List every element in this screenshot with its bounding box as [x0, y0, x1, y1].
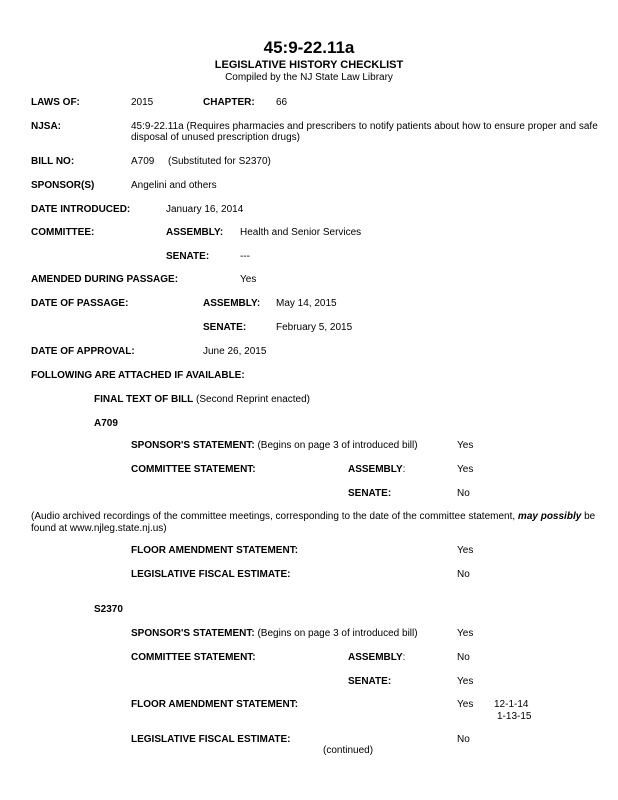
date-introduced-value: January 16, 2014	[166, 204, 244, 215]
sponsors-label: SPONSOR(S)	[31, 180, 95, 191]
s2370-fiscal-estimate-label: LEGISLATIVE FISCAL ESTIMATE:	[131, 734, 291, 745]
bill-no-value: A709	[131, 156, 155, 167]
audio-note-part-1: (Audio archived recordings of the committee meetings, corresponding to the date of the committee statement,	[31, 511, 516, 522]
s2370-committee-senate-label: SENATE:	[348, 676, 392, 687]
date-of-approval-value: June 26, 2015	[203, 346, 267, 357]
continued-note: (continued)	[323, 745, 374, 756]
bill-no-label: BILL NO:	[31, 156, 75, 167]
final-text-label: FINAL TEXT OF BILL	[94, 394, 194, 405]
passage-senate-label: SENATE:	[203, 322, 247, 333]
compiled-by: Compiled by the NJ State Law Library	[225, 72, 393, 83]
a709-committee-assembly-value: Yes	[457, 464, 474, 475]
final-text-row	[94, 394, 310, 406]
s2370-floor-amendment-date-1: 12-1-14	[494, 699, 529, 710]
a709-sponsor-statement-note: (Begins on page 3 of introduced bill)	[257, 440, 418, 451]
date-introduced-label: DATE INTRODUCED:	[31, 204, 131, 215]
s2370-committee-assembly-value: No	[457, 652, 470, 663]
committee-assembly-value: Health and Senior Services	[240, 227, 362, 238]
laws-of-label: LAWS OF:	[31, 97, 80, 108]
njsa-label: NJSA:	[31, 121, 62, 132]
a709-committee-assembly-colon: :	[402, 464, 406, 475]
final-text-note: (Second Reprint enacted)	[196, 394, 311, 405]
a709-floor-amendment-label: FLOOR AMENDMENT STATEMENT:	[131, 545, 299, 556]
attached-heading: FOLLOWING ARE ATTACHED IF AVAILABLE:	[31, 370, 245, 381]
a709-sponsor-statement-label: SPONSOR'S STATEMENT:	[131, 440, 255, 451]
passage-assembly-value: May 14, 2015	[276, 298, 337, 309]
a709-committee-senate-label: SENATE:	[348, 488, 392, 499]
a709-sponsor-statement-value: Yes	[457, 440, 474, 451]
s2370-committee-senate-value: Yes	[457, 676, 474, 687]
s2370-heading: S2370	[94, 604, 123, 615]
s2370-committee-assembly-label: ASSEMBLY	[348, 652, 403, 663]
a709-committee-senate-value: No	[457, 488, 470, 499]
amended-value: Yes	[240, 274, 257, 285]
date-of-passage-label: DATE OF PASSAGE:	[31, 298, 129, 309]
a709-sponsor-statement-row	[131, 440, 418, 452]
chapter-value: 66	[276, 97, 288, 108]
a709-committee-assembly-label: ASSEMBLY	[348, 464, 403, 475]
njsa-line-2: disposal of unused prescription drugs)	[131, 132, 300, 143]
s2370-committee-assembly-colon: :	[402, 652, 406, 663]
amended-label: AMENDED DURING PASSAGE:	[31, 274, 179, 285]
s2370-floor-amendment-value: Yes	[457, 699, 474, 710]
passage-assembly-label: ASSEMBLY:	[203, 298, 261, 309]
bill-no-note: (Substituted for S2370)	[168, 156, 271, 167]
audio-note-emphasis: may possibly	[517, 511, 582, 522]
s2370-floor-amendment-label: FLOOR AMENDMENT STATEMENT:	[131, 699, 299, 710]
s2370-fiscal-estimate-value: No	[457, 734, 470, 745]
a709-fiscal-estimate-label: LEGISLATIVE FISCAL ESTIMATE:	[131, 569, 291, 580]
statute-title: 45:9-22.11a	[263, 38, 355, 57]
audio-note-part-2: be found at www.njleg.state.nj.us)	[31, 511, 596, 534]
chapter-label: CHAPTER:	[203, 97, 255, 108]
s2370-sponsor-statement-label: SPONSOR'S STATEMENT:	[131, 628, 255, 639]
laws-of-value: 2015	[131, 97, 154, 108]
njsa-line-1: 45:9-22.11a (Requires pharmacies and prescribers to notify patients about how to ensure proper and safe	[131, 121, 598, 132]
s2370-floor-amendment-date-2: 1-13-15	[497, 711, 532, 722]
a709-heading: A709	[94, 418, 118, 429]
audio-archive-note	[31, 511, 606, 535]
committee-senate-label: SENATE:	[166, 251, 210, 262]
committee-senate-value: ---	[240, 251, 250, 262]
s2370-committee-assembly	[348, 652, 405, 664]
s2370-sponsor-statement-note: (Begins on page 3 of introduced bill)	[257, 628, 418, 639]
a709-committee-assembly	[348, 464, 405, 476]
a709-fiscal-estimate-value: No	[457, 569, 470, 580]
s2370-sponsor-statement-row	[131, 628, 418, 640]
committee-assembly-label: ASSEMBLY:	[166, 227, 224, 238]
s2370-committee-statement-label: COMMITTEE STATEMENT:	[131, 652, 256, 663]
document-title: LEGISLATIVE HISTORY CHECKLIST	[214, 59, 404, 71]
passage-senate-value: February 5, 2015	[276, 322, 353, 333]
s2370-sponsor-statement-value: Yes	[457, 628, 474, 639]
a709-floor-amendment-value: Yes	[457, 545, 474, 556]
sponsors-value: Angelini and others	[131, 180, 217, 191]
date-of-approval-label: DATE OF APPROVAL:	[31, 346, 135, 357]
committee-label: COMMITTEE:	[31, 227, 95, 238]
a709-committee-statement-label: COMMITTEE STATEMENT:	[131, 464, 256, 475]
